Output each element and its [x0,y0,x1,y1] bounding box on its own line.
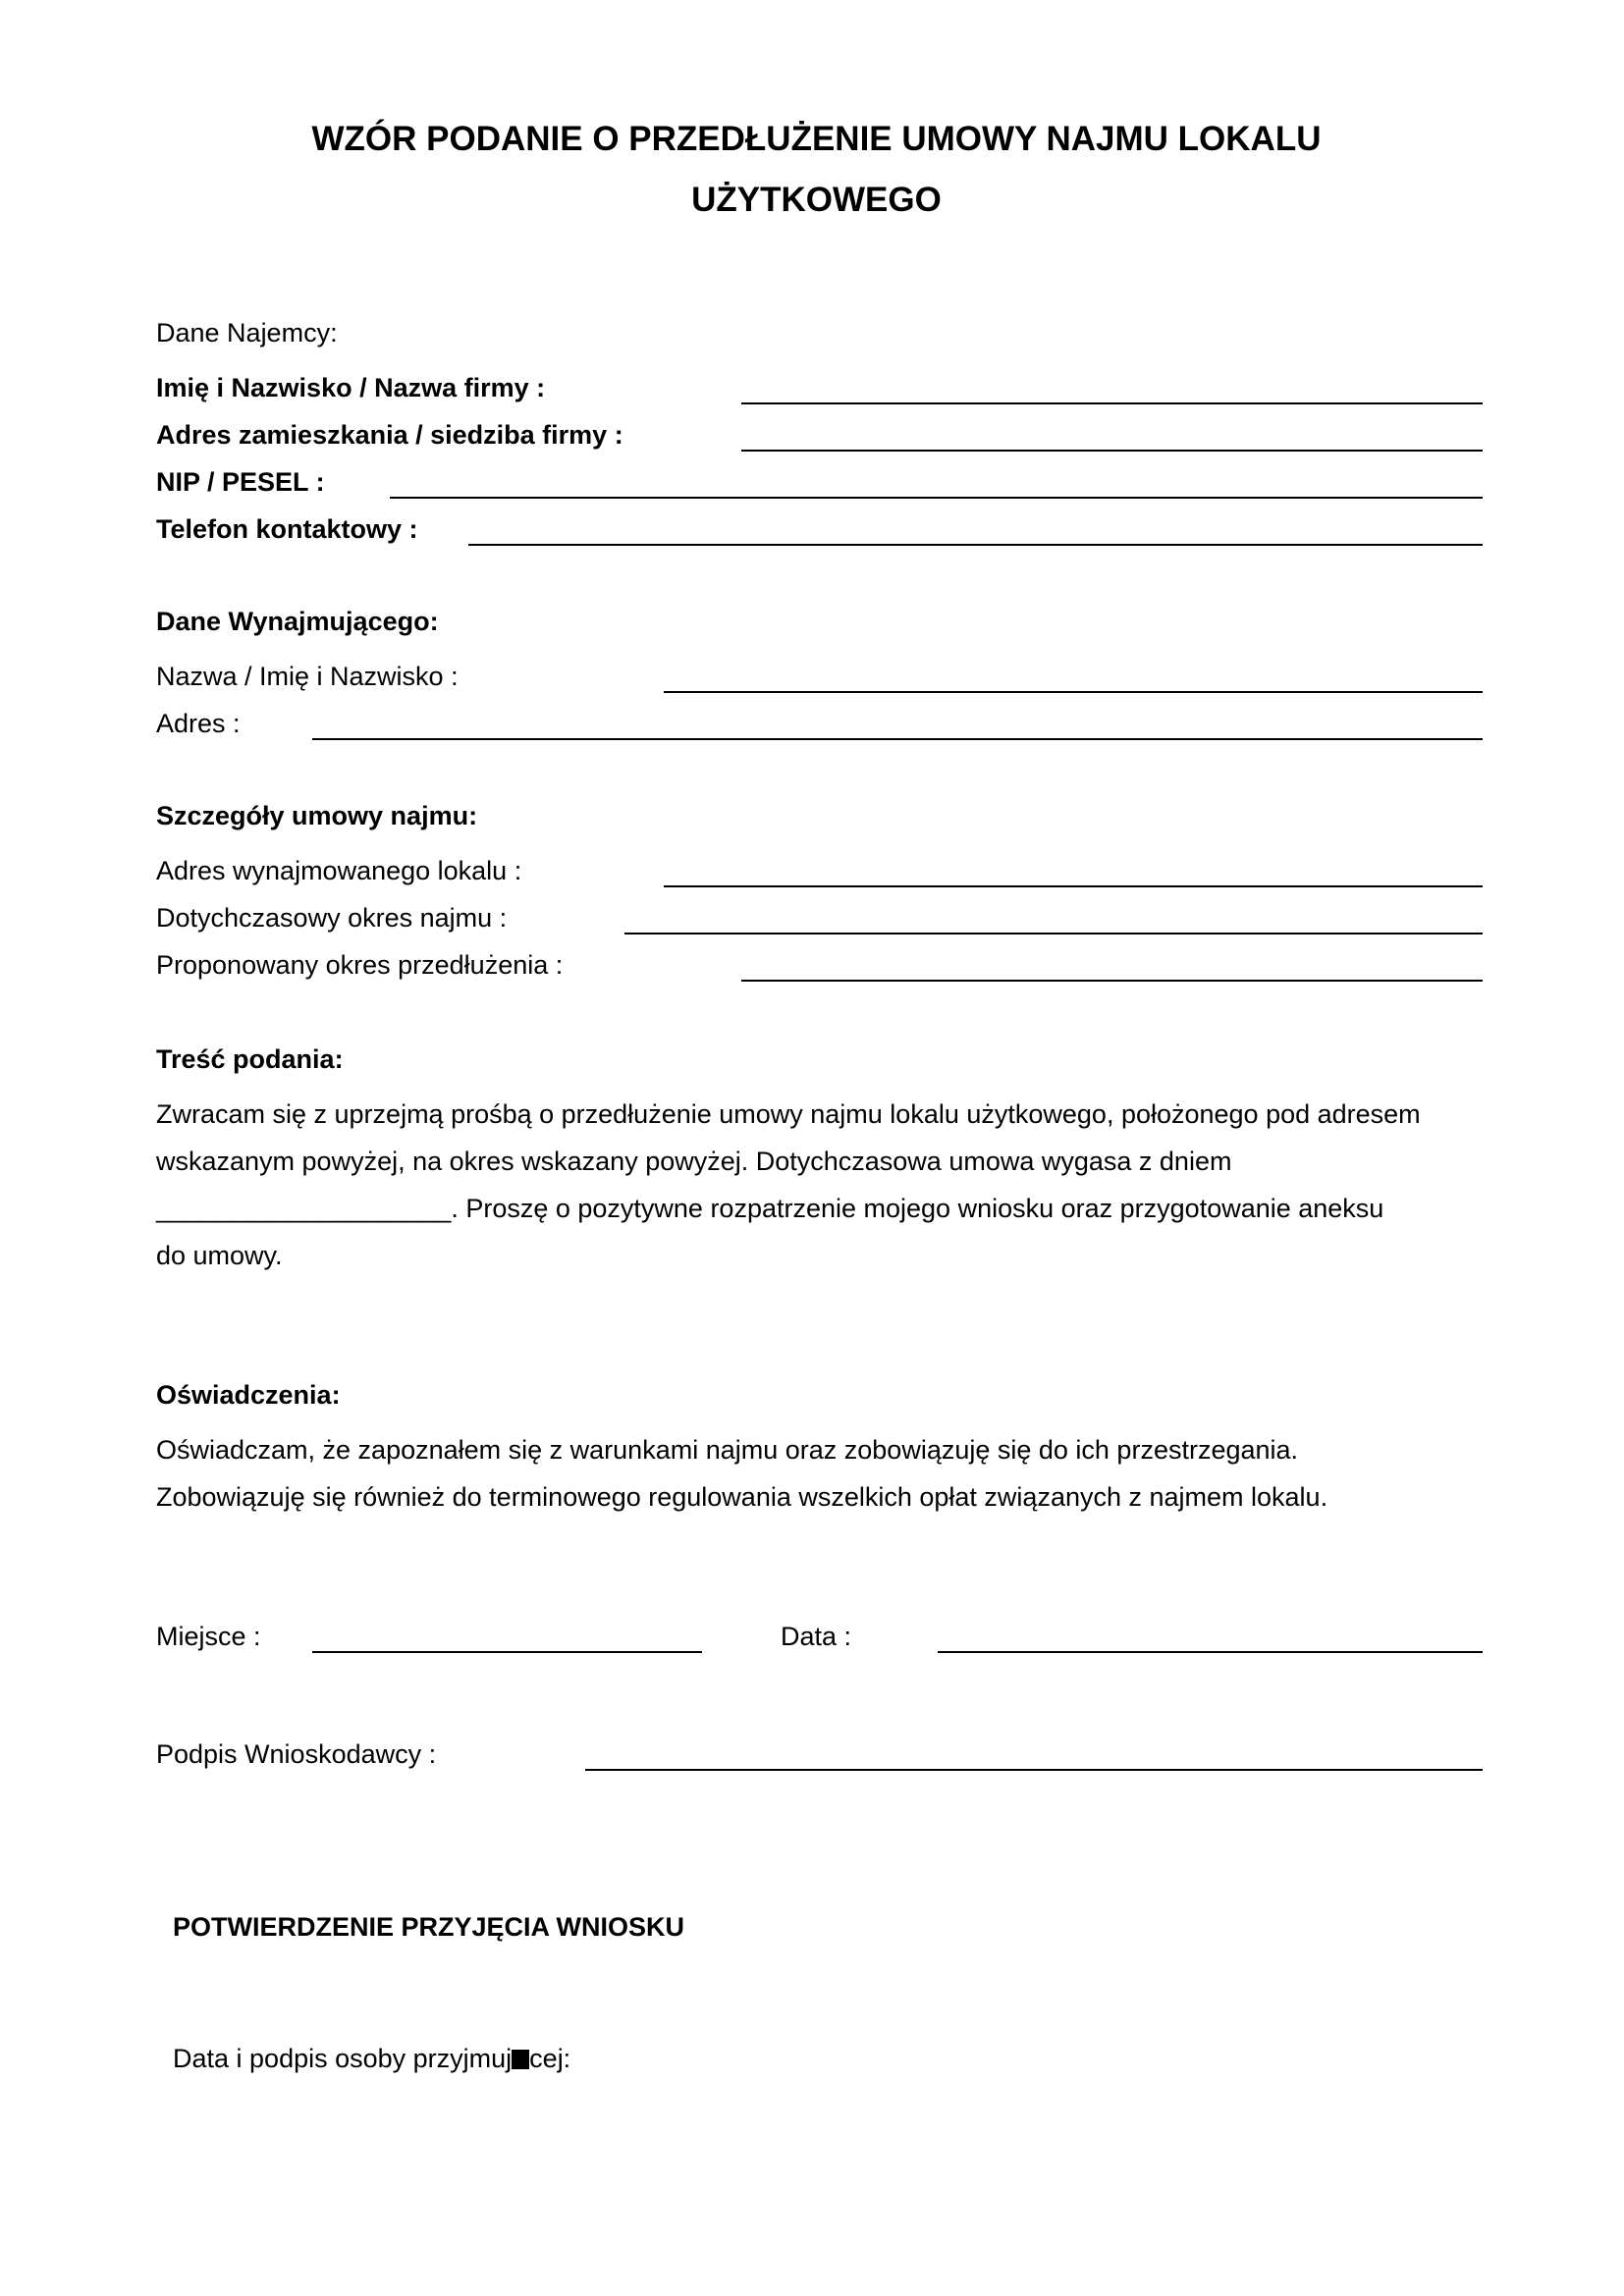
confirmation-label-after: cej: [529,2044,571,2073]
lease-current-period-label: Dotychczasowy okres najmu : [156,903,508,933]
landlord-name-label: Nazwa / Imię i Nazwisko : [156,662,459,691]
tenant-phone-label: Telefon kontaktowy : [156,514,418,544]
confirmation-label-before: Data i podpis osoby przyjmuj [173,2044,513,2073]
lease-premises-field-line[interactable] [664,885,1483,887]
content-heading: Treść podania: [156,1044,344,1074]
tenant-address-label: Adres zamieszkania / siedziba firmy : [156,420,623,450]
tenant-nip-field-line[interactable] [390,497,1483,499]
lease-extension-label: Proponowany okres przedłużenia : [156,950,564,980]
landlord-heading: Dane Wynajmującego: [156,607,439,636]
place-field-line[interactable] [312,1651,702,1653]
content-line-1: Zwracam się z uprzejmą prośbą o przedłużenie umowy najmu lokalu użytkowego, położonego pod adresem [156,1099,1421,1129]
tenant-name-field-line[interactable] [741,402,1483,404]
landlord-address-field-line[interactable] [312,738,1483,740]
landlord-address-label: Adres : [156,709,241,738]
statements-line-1: Oświadczam, że zapoznałem się z warunkami najmu oraz zobowiązuję się do ich przestrzegania. [156,1435,1299,1465]
tenant-phone-field-line[interactable] [468,544,1483,546]
date-label: Data : [781,1622,852,1651]
lease-extension-field-line[interactable] [741,980,1483,982]
document-title-line-1: WZÓR PODANIE O PRZEDŁUŻENIE UMOWY NAJMU LOKALU [311,120,1322,158]
applicant-signature-label: Podpis Wnioskodawcy : [156,1739,437,1769]
lease-premises-label: Adres wynajmowanego lokalu : [156,856,522,885]
lease-current-period-field-line[interactable] [624,933,1483,934]
document-title-line-2: UŻYTKOWEGO [691,181,942,219]
tenant-name-label: Imię i Nazwisko / Nazwa firmy : [156,373,546,402]
statements-heading: Oświadczenia: [156,1380,341,1410]
confirmation-heading: POTWIERDZENIE PRZYJĘCIA WNIOSKU [173,1912,685,1942]
statements-paragraph [156,1426,1511,1521]
missing-glyph-box [512,2050,529,2069]
applicant-signature-field-line[interactable] [585,1769,1483,1771]
tenant-nip-label: NIP / PESEL : [156,467,325,497]
content-line-4: do umowy. [156,1241,283,1270]
landlord-name-field-line[interactable] [664,691,1483,693]
confirmation-signature-label [173,2043,570,2074]
tenant-address-field-line[interactable] [741,450,1483,452]
place-label: Miejsce : [156,1622,261,1651]
statements-line-2: Zobowiązuję się również do terminowego regulowania wszelkich opłat związanych z najmem lokalu. [156,1482,1328,1512]
date-field-line[interactable] [938,1651,1483,1653]
content-line-2: wskazanym powyżej, na okres wskazany powyżej. Dotychczasowa umowa wygasa z dniem [156,1147,1232,1176]
tenant-heading: Dane Najemcy: [156,318,338,347]
content-paragraph [156,1091,1511,1279]
lease-heading: Szczegóły umowy najmu: [156,801,478,830]
content-line-3: ____________________. Proszę o pozytywne rozpatrzenie mojego wniosku oraz przygotowanie aneksu [156,1194,1384,1223]
